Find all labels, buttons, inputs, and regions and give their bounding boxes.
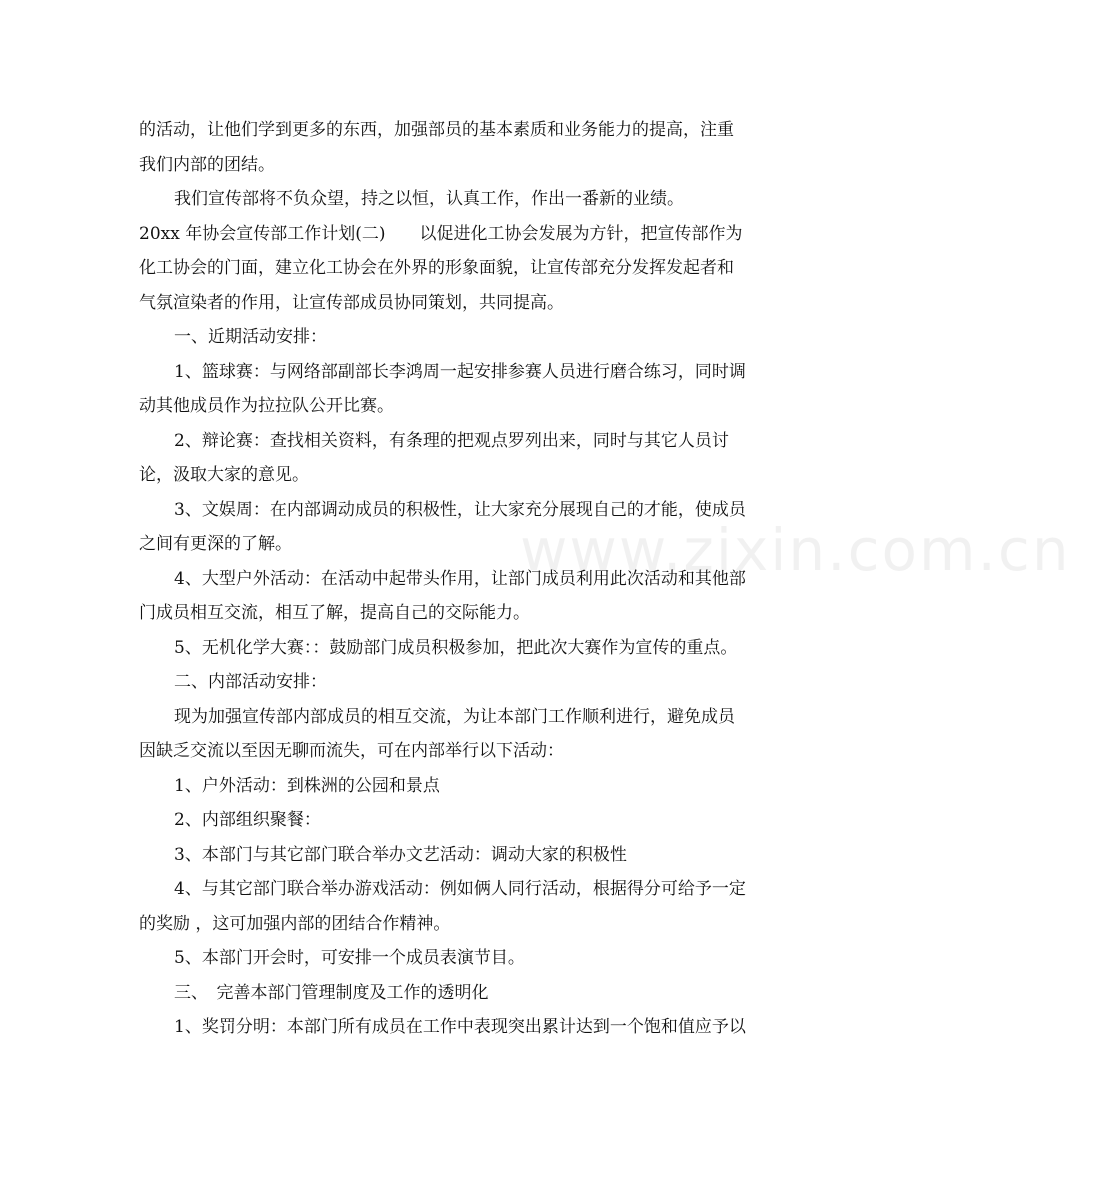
paragraph-line: 2、内部组织聚餐： [174,810,321,830]
paragraph-line: 气氛渲染者的作用，让宣传部成员协同策划，共同提高。 [139,293,564,313]
paragraph-line: 化工协会的门面，建立化工协会在外界的形象面貌，让宣传部充分发挥发起者和 [139,258,734,278]
paragraph-line: 我们宣传部将不负众望，持之以恒，认真工作，作出一番新的业绩。 [174,189,684,209]
paragraph-line: 我们内部的团结。 [139,155,275,175]
paragraph-line: 5、本部门开会时，可安排一个成员表演节目。 [174,948,525,968]
paragraph-line: 1、奖罚分明：本部门所有成员在工作中表现突出累计达到一个饱和值应予以 [174,1017,746,1037]
paragraph-line: 一、近期活动安排： [174,327,327,347]
paragraph-line: 的奖励 ，这可加强内部的团结合作精神。 [139,914,451,934]
paragraph-line: 3、本部门与其它部门联合举办文艺活动：调动大家的积极性 [174,845,627,865]
paragraph-line: 动其他成员作为拉拉队公开比赛。 [139,396,394,416]
paragraph-line: 2、辩论赛：查找相关资料，有条理的把观点罗列出来，同时与其它人员讨 [174,431,729,451]
paragraph-line: 1、户外活动：到株洲的公园和景点 [174,776,440,796]
paragraph-line: 4、与其它部门联合举办游戏活动：例如俩人同行活动，根据得分可给予一定 [174,879,746,899]
watermark: www.zixin.com.cn [520,516,1071,584]
paragraph-line: 二、内部活动安排： [174,672,327,692]
paragraph-line: 现为加强宣传部内部成员的相互交流，为让本部门工作顺利进行，避免成员 [174,707,735,727]
paragraph-line: 门成员相互交流，相互了解，提高自己的交际能力。 [139,603,530,623]
paragraph-line: 三、 完善本部门管理制度及工作的透明化 [174,983,489,1003]
paragraph-line: 5、无机化学大赛：：鼓励部门成员积极参加，把此次大赛作为宣传的重点。 [174,638,738,658]
paragraph-line: 1、篮球赛：与网络部副部长李鸿周一起安排参赛人员进行磨合练习，同时调 [174,362,746,382]
paragraph-line: 4、大型户外活动：在活动中起带头作用，让部门成员利用此次活动和其他部 [174,569,746,589]
paragraph-line: 因缺乏交流以至因无聊而流失，可在内部举行以下活动： [139,741,564,761]
paragraph-line: 论，汲取大家的意见。 [139,465,309,485]
paragraph-line: 的活动，让他们学到更多的东西，加强部员的基本素质和业务能力的提高，注重 [139,120,734,140]
paragraph-line: 20xx 年协会宣传部工作计划(二) 以促进化工协会发展为方针，把宣传部作为 [139,224,743,244]
paragraph-line: 之间有更深的了解。 [139,534,292,554]
paragraph-line: 3、文娱周：在内部调动成员的积极性，让大家充分展现自己的才能，使成员 [174,500,746,520]
